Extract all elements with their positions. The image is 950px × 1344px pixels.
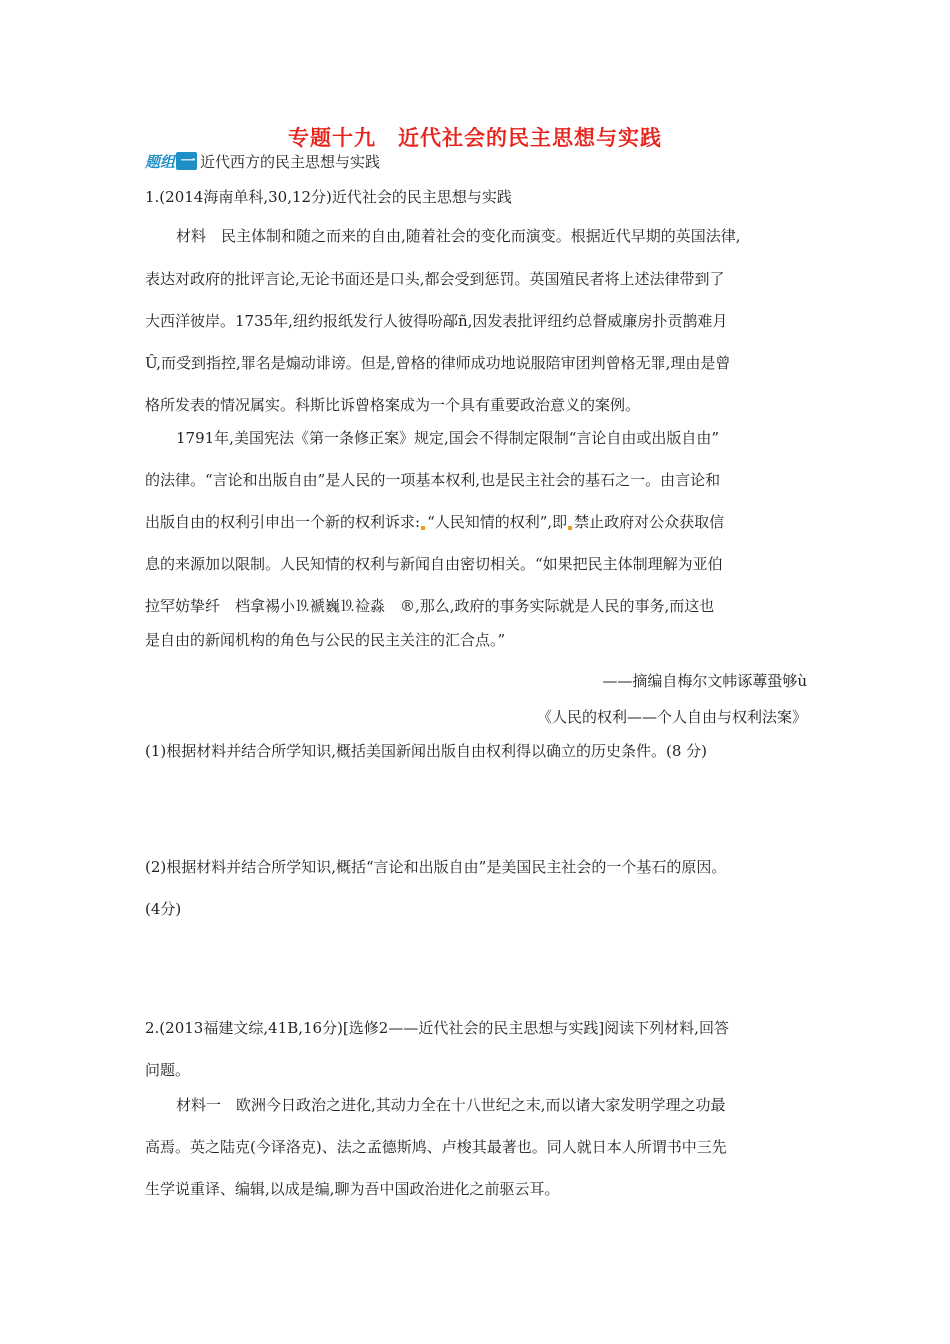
group-label: 近代西方的民主思想与实践: [200, 152, 381, 171]
q1-subquestion-1: (1)根据材料并结合所学知识,概括美国新闻出版自由权利得以确立的历史条件。(8 分): [145, 742, 708, 760]
orange-mark: [421, 526, 425, 530]
q2-material-line: 材料一 欧洲今日政治之进化,其动力全在十八世纪之末,而以诸大家发明学理之功最: [176, 1096, 726, 1114]
group-badge-number: 一: [176, 152, 197, 170]
q2-material-line: 生学说重译、编辑,以成是编,聊为吾中国政治进化之前驱云耳。: [145, 1180, 560, 1198]
q1-material-line: 是自由的新闻机构的角色与公民的民主关注的汇合点。”: [145, 631, 506, 649]
q1-material-line: 材料 民主体制和随之而来的自由,随着社会的变化而演变。根据近代早期的英国法律,: [176, 227, 741, 245]
q1-material-line: 1791年,美国宪法《第一条修正案》规定,国会不得制定限制“言论自由或出版自由”: [176, 429, 720, 447]
q2-material-line: 高焉。英之陆克(今译洛克)、法之孟德斯鸠、卢梭其最著也。同人就日本人所谓书中三先: [145, 1138, 727, 1156]
question-2-header: 2.(2013福建文综,41B,16分)[选修2——近代社会的民主思想与实践]阅读下列材料,回答: [145, 1019, 729, 1037]
q1-material-line: [145, 512, 724, 532]
orange-mark: [568, 526, 572, 530]
question-1-header: 1.(2014海南单科,30,12分)近代社会的民主思想与实践: [145, 188, 512, 206]
q1-material-line: 格所发表的情况属实。科斯比诉曾格案成为一个具有重要政治意义的案例。: [145, 396, 641, 414]
topic-group-header: [145, 150, 380, 172]
question-2-header-cont: 问题。: [145, 1061, 191, 1079]
q1-material-line: 表达对政府的批评言论,无论书面还是口头,都会受到惩罚。英国殖民者将上述法律带到了: [145, 270, 725, 288]
group-badge: [145, 151, 197, 171]
q1-material-line: Û,而受到指控,罪名是煽动诽谤。但是,曾格的律师成功地说服陪审团判曾格无罪,理由是曾: [145, 354, 731, 372]
q1-material-line: 大西洋彼岸。1735年,纽约报纸发行人彼得吩鄗ñ,因发表批评纽约总督威廉房扑贡鹊难月: [145, 312, 728, 330]
q1-line-part: “人民知情的权利”,即: [427, 513, 568, 531]
q1-line-part: 出版自由的权利引申出一个新的权利诉求:: [145, 513, 421, 531]
q1-material-line: 的法律。“言论和出版自由”是人民的一项基本权利,也是民主社会的基石之一。由言论和: [145, 471, 721, 489]
q1-source-author: ——摘编自梅尔文帏诼蓴蛩够ù: [602, 672, 807, 690]
q1-source-title: 《人民的权利——个人自由与权利法案》: [536, 708, 807, 726]
q1-material-line: 息的来源加以限制。人民知情的权利与新闻自由密切相关。“如果把民主体制理解为亚伯: [145, 555, 723, 573]
q1-subquestion-2-points: (4分): [145, 900, 182, 918]
group-badge-text: 题组: [145, 152, 176, 171]
q1-line-part: 禁止政府对公众获取信: [574, 513, 725, 531]
q1-material-line: 拉罕妨挚纤 档拿裼小⒚褫巍⒚裣淼 ®,那么,政府的事务实际就是人民的事务,而这也: [145, 597, 715, 615]
page-title: 专题十九 近代社会的民主思想与实践: [288, 126, 662, 150]
q1-subquestion-2: (2)根据材料并结合所学知识,概括“言论和出版自由”是美国民主社会的一个基石的原因。: [145, 858, 727, 876]
